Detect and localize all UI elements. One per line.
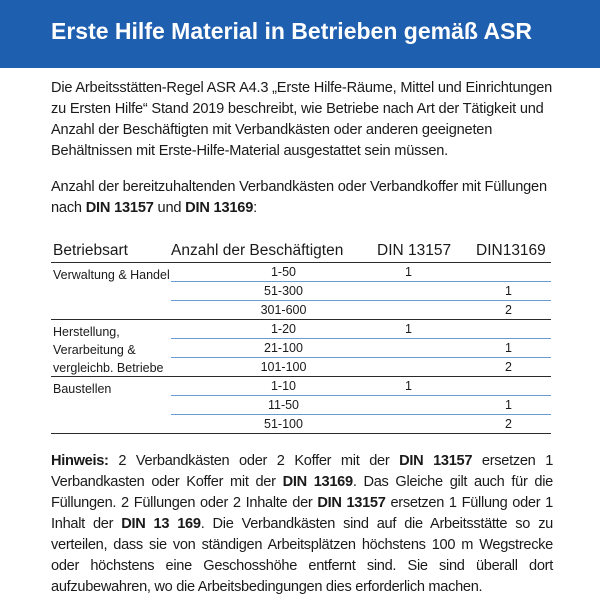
cell-din-13157: 1 — [405, 265, 412, 279]
table-row — [171, 358, 551, 376]
note-text-1: 2 Verbandkästen oder 2 Koffer mit der — [108, 453, 400, 469]
cell-din-13169: 2 — [505, 303, 512, 317]
table-intro-colon: : — [253, 200, 257, 216]
note-text-2: ersetzen 1 Verbandkasten oder Koffer mit der — [51, 453, 554, 490]
table-group-baustellen — [51, 377, 551, 434]
intro-paragraph: Die Arbeitsstätten-Regel ASR A4.3 „Erste Hilfe-Räume, Mittel und Einrichtungen zu Ersten Hilfe“ Stand 2019 beschreibt, wie Betriebe nach Art der Tätigkeit und Anzahl der Beschäftigten mit Verbandkästen oder anderen geeigneten Behältnissen mit Erste-Hilfe-Material ausgestattet sein müssen. — [51, 80, 553, 159]
table-row — [171, 320, 551, 339]
group-name: Herstellung, Verarbeitung & vergleichb. Betriebe — [53, 325, 164, 375]
header-din-13169: DIN13169 — [476, 242, 546, 259]
cell-count: 51-300 — [264, 284, 303, 298]
table-row — [171, 377, 551, 396]
din-13157-ref: DIN 13157 — [85, 200, 154, 216]
page-title: Erste Hilfe Material in Betrieben gemäß ASR — [51, 18, 533, 44]
group-name: Verwaltung & Handel — [53, 268, 170, 282]
table-group-verwaltung — [51, 263, 551, 320]
table-row — [171, 263, 551, 282]
note-label: Hinweis: — [51, 453, 109, 469]
cell-count: 11-50 — [267, 398, 300, 412]
note-din-ref-4: DIN 13 169 — [121, 516, 201, 532]
cell-din-13169: 1 — [505, 284, 512, 298]
note-din-ref-1: DIN 13157 — [399, 453, 473, 469]
cell-din-13157: 1 — [405, 322, 412, 336]
cell-din-13169: 1 — [505, 341, 512, 355]
cell-din-13169: 2 — [505, 417, 512, 431]
header-betriebsart: Betriebsart — [53, 242, 128, 259]
note-text-5: . Die Verbandkästen sind auf die Arbeitsstätte so zu verteilen, dass sie von ständigen Arbeitsplätzen höchstens 100 m Wegstrecke oder höchstens eine Geschosshöhe entfernt sind. Sie sind überall dort aufzubewahren, wo die Arbeitsbedingungen dies erforderlich machen. — [51, 516, 554, 595]
table-row — [171, 396, 551, 415]
table-header — [51, 236, 551, 263]
header-anzahl: Anzahl der Beschäftigten — [171, 242, 344, 259]
note-text-4: ersetzen 1 Füllung oder 1 Inhalt der — [51, 495, 553, 532]
table-row — [171, 282, 551, 301]
table-intro-text: Anzahl der bereitzuhaltenden Verbandkästen oder Verbandkoffer mit Füllungen nach — [51, 179, 547, 216]
cell-count: 21-100 — [264, 341, 303, 355]
note-text-3: . Das Gleiche gilt auch für die Füllungen. 2 Füllungen oder 2 Inhalte der — [51, 474, 553, 511]
cell-din-13169: 2 — [505, 360, 512, 374]
cell-count: 51-100 — [264, 417, 303, 431]
table-row — [171, 301, 551, 319]
header-din-13157: DIN 13157 — [377, 242, 452, 259]
table-row — [171, 415, 551, 433]
cell-count: 301-600 — [260, 303, 307, 317]
table-row — [171, 339, 551, 358]
din-13169-ref: DIN 13169 — [185, 200, 254, 216]
table-intro-and: und — [153, 200, 186, 216]
note-paragraph — [51, 451, 553, 598]
cell-count: 101-100 — [260, 360, 307, 374]
table-group-herstellung — [51, 320, 551, 377]
note-din-ref-3: DIN 13157 — [317, 495, 386, 511]
cell-count: 1-20 — [270, 322, 297, 336]
cell-din-13169: 1 — [505, 398, 512, 412]
cell-din-13157: 1 — [405, 379, 412, 393]
title-banner — [0, 0, 600, 68]
cell-count: 1-10 — [270, 379, 297, 393]
cell-count: 1-50 — [270, 265, 297, 279]
table-intro-paragraph — [51, 177, 571, 219]
note-din-ref-2: DIN 13169 — [282, 474, 353, 490]
first-aid-table — [51, 236, 551, 434]
group-name: Baustellen — [53, 382, 112, 396]
